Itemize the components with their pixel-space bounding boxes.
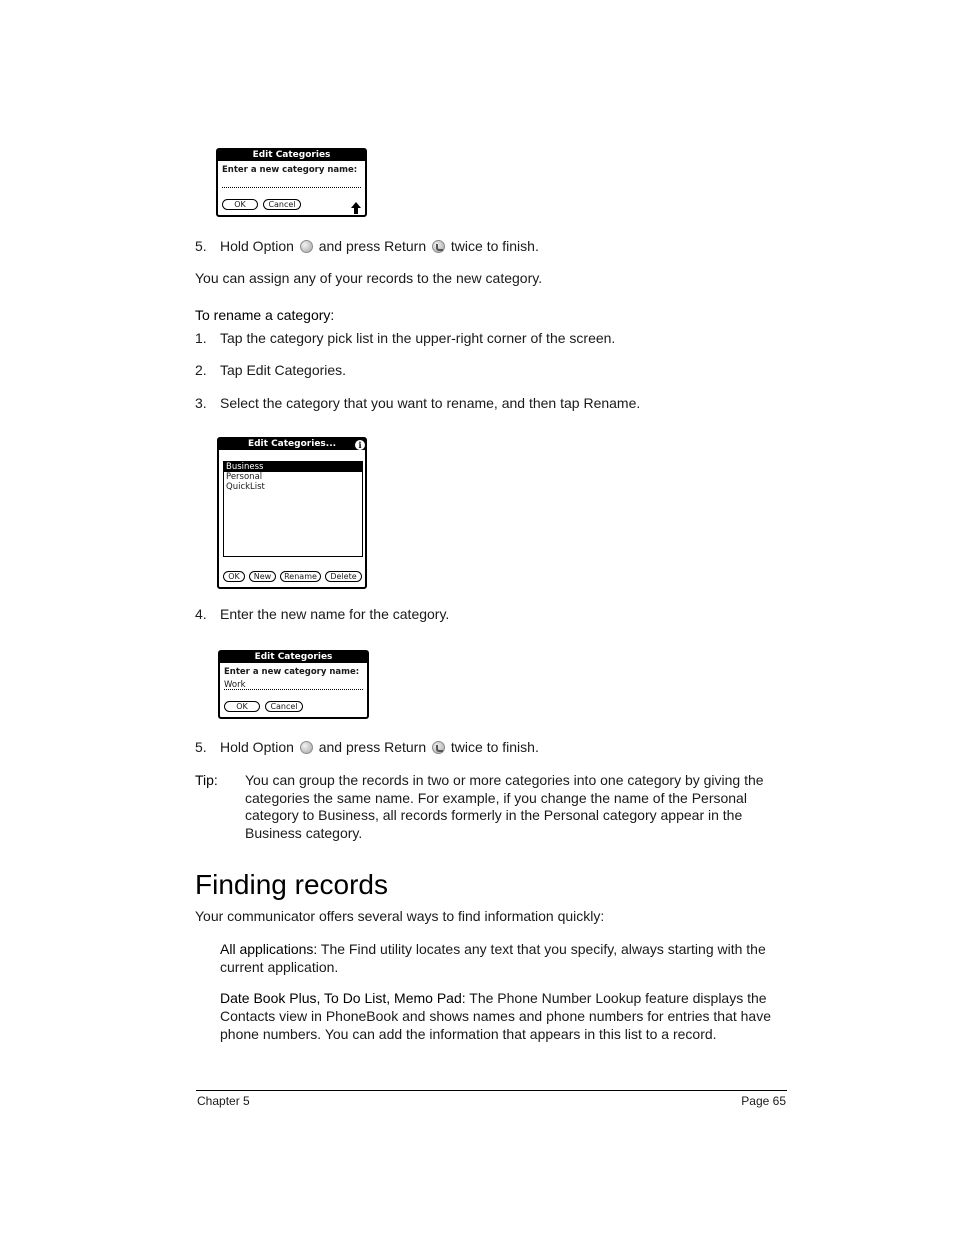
step-number: 5. xyxy=(195,739,207,755)
entry-text: The Find utility locates any text that you specify, always starting with the xyxy=(317,941,766,957)
return-key-icon xyxy=(432,240,445,253)
category-name-input xyxy=(222,187,361,188)
new-button: New xyxy=(249,571,276,582)
tip-label: Tip: xyxy=(195,772,218,788)
info-icon: i xyxy=(355,440,365,450)
step-text-post: twice to finish. xyxy=(450,739,539,755)
entry-all-applications xyxy=(220,940,766,958)
entry-line: phone numbers. You can add the information that appears in this list to a record. xyxy=(220,1026,717,1042)
entry-line: Contacts view in PhoneBook and shows names and phone numbers for entries that have xyxy=(220,1008,771,1024)
delete-button: Delete xyxy=(325,571,362,582)
footer-page: Page 65 xyxy=(741,1094,786,1108)
assign-records-paragraph: You can assign any of your records to the new category. xyxy=(195,270,543,286)
step-number: 2. xyxy=(195,362,207,378)
edit-categories-rename-screenshot xyxy=(218,650,369,719)
tip-line: categories the same name. For example, if you change the name of the Personal xyxy=(245,790,747,806)
screen-title: Edit Categories xyxy=(220,652,367,663)
edit-categories-list-screenshot xyxy=(217,437,367,589)
category-list xyxy=(223,461,363,557)
section-title: Finding records xyxy=(195,869,388,900)
step-5-first xyxy=(195,237,539,255)
up-arrow-icon xyxy=(351,202,361,214)
step-text-pre: Hold Option xyxy=(220,739,294,755)
step-number: 1. xyxy=(195,330,207,346)
category-name-value: Work xyxy=(224,680,246,690)
step-number: 3. xyxy=(195,395,207,411)
list-item: QuickList xyxy=(226,482,265,492)
step-text: Tap Edit Categories. xyxy=(220,362,347,378)
entry-date-book xyxy=(220,989,767,1007)
category-name-prompt: Enter a new category name: xyxy=(224,667,360,677)
list-item: Personal xyxy=(226,472,263,482)
ok-button: OK xyxy=(223,571,245,582)
footer-chapter: Chapter 5 xyxy=(197,1094,250,1108)
ok-button: OK xyxy=(224,701,260,712)
footer-rule xyxy=(196,1090,787,1091)
rename-step-2 xyxy=(195,361,346,379)
cancel-button: Cancel xyxy=(263,199,301,210)
edit-categories-new-screenshot xyxy=(216,148,367,217)
step-text-pre: Hold Option xyxy=(220,238,294,254)
tip-line: category to Business, all records formerly in the Personal category appear in the xyxy=(245,807,743,823)
rename-step-3 xyxy=(195,394,640,412)
tip-line: You can group the records in two or more categories into one category by giving the xyxy=(245,772,764,788)
category-name-prompt: Enter a new category name: xyxy=(222,165,358,175)
rename-step-1 xyxy=(195,329,615,347)
step-text-mid: and press Return xyxy=(318,238,427,254)
step-5-second xyxy=(195,738,539,756)
rename-heading: To rename a category: xyxy=(195,307,335,323)
list-item: Business xyxy=(224,462,362,472)
screen-title: Edit Categories... xyxy=(219,439,365,450)
option-key-icon xyxy=(300,741,313,754)
step-text: Enter the new name for the category. xyxy=(220,606,450,622)
option-key-icon xyxy=(300,240,313,253)
category-name-input xyxy=(224,689,363,690)
section-intro: Your communicator offers several ways to find information quickly: xyxy=(195,908,605,924)
rename-button: Rename xyxy=(280,571,321,582)
cancel-button: Cancel xyxy=(265,701,303,712)
step-text: Select the category that you want to rename, and then tap Rename. xyxy=(220,395,641,411)
entry-text: The Phone Number Lookup feature displays the xyxy=(465,990,767,1006)
step-text: Tap the category pick list in the upper-right corner of the screen. xyxy=(220,330,616,346)
step-4 xyxy=(195,605,449,623)
return-key-icon xyxy=(432,741,445,754)
step-text-post: twice to finish. xyxy=(450,238,539,254)
entry-lead: Date Book Plus, To Do List, Memo Pad: xyxy=(220,990,466,1006)
ok-button: OK xyxy=(222,199,258,210)
step-text-mid: and press Return xyxy=(318,739,427,755)
entry-line: current application. xyxy=(220,959,339,975)
tip-line: Business category. xyxy=(245,825,363,841)
screen-title: Edit Categories xyxy=(218,150,365,161)
entry-lead: All applications: xyxy=(220,941,318,957)
step-number: 5. xyxy=(195,238,207,254)
step-number: 4. xyxy=(195,606,207,622)
